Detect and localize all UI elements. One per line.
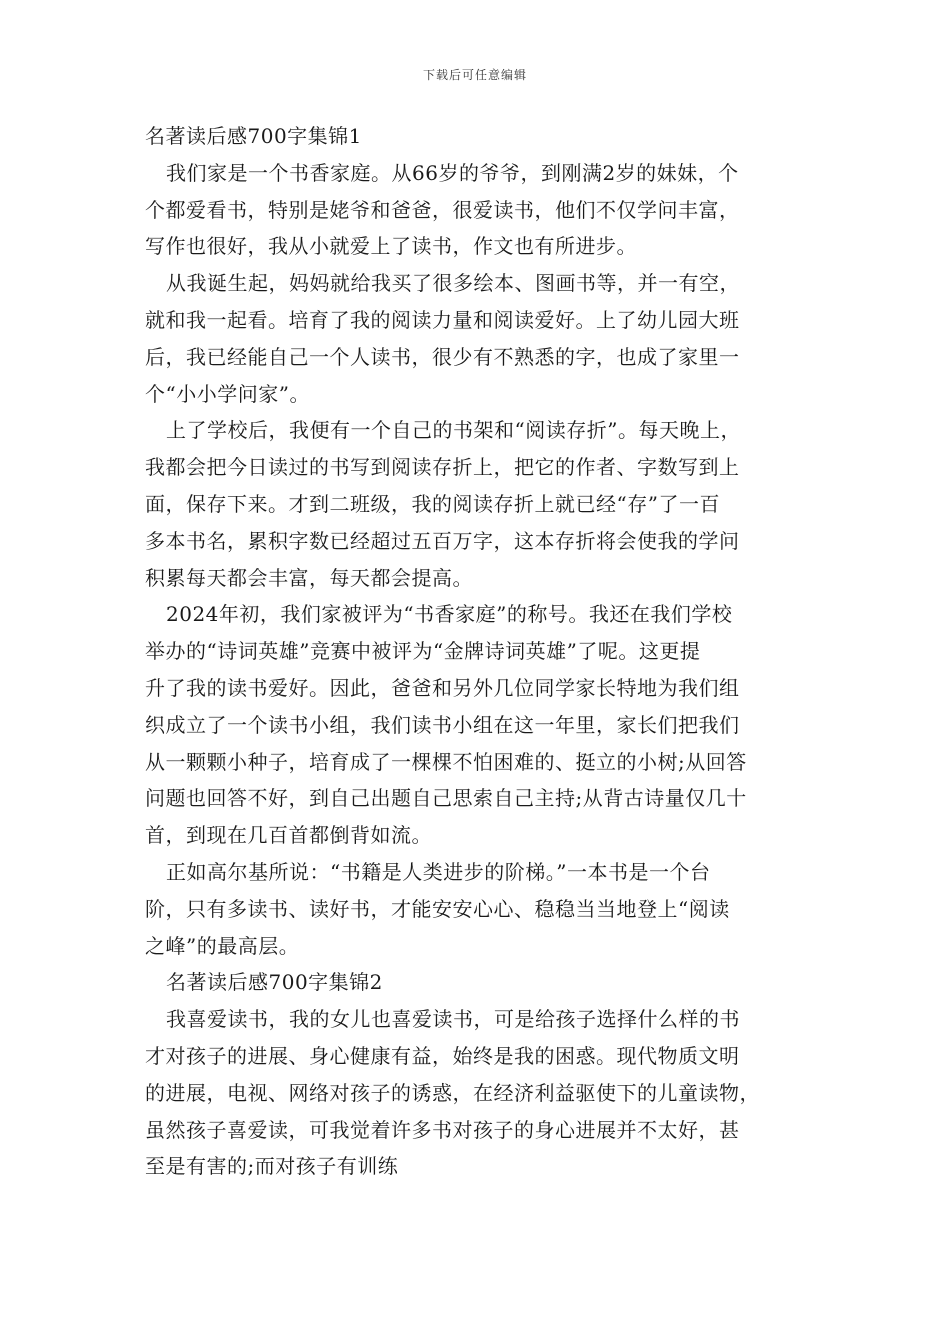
text-line: 从一颗颗小种子，培育成了一棵棵不怕困难的、挺立的小树;从回答 <box>145 749 747 774</box>
page-header-note: 下载后可任意编辑 <box>422 68 527 82</box>
text-line: 之峰”的最高层。 <box>145 933 300 958</box>
paragraph-3 <box>145 412 810 596</box>
text-line: 才对孩子的进展、身心健康有益，始终是我的困惑。现代物质文明 <box>145 1043 740 1068</box>
text-line: 多本书名，累积字数已经超过五百万字，这本存折将会使我的学问 <box>145 528 740 553</box>
text-line: 织成立了一个读书小组，我们读书小组在这一年里，家长们把我们 <box>145 712 740 737</box>
text-line: 问题也回答不好，到自己出题自己思索自己主持;从背古诗量仅几十 <box>145 786 747 811</box>
text-line: 阶，只有多读书、读好书，才能安安心心、稳稳当当地登上“阅读 <box>145 896 730 921</box>
paragraph-1 <box>145 155 810 265</box>
text-line: 虽然孩子喜爱读，可我觉着许多书对孩子的身心进展并不太好，甚 <box>145 1117 740 1142</box>
text-line: 上了学校后，我便有一个自己的书架和“阅读存折”。每天晚上， <box>166 418 741 443</box>
text-line: 个“小小学问家”。 <box>145 381 310 406</box>
text-line: 升了我的读书爱好。因此，爸爸和另外几位同学家长特地为我们组 <box>145 675 740 700</box>
text-line: 2024年初，我们家被评为“书香家庭”的称号。我还在我们学校 <box>166 602 733 627</box>
section-heading-1: 名著读后感700字集锦1 <box>145 124 362 148</box>
paragraph-6 <box>145 1001 810 1185</box>
text-line: 我们家是一个书香家庭。从66岁的爷爷，到刚满2岁的妹妹，个 <box>166 160 739 185</box>
text-line: 至是有害的;而对孩子有训练 <box>145 1154 399 1179</box>
section-heading-2: 名著读后感700字集锦2 <box>166 970 383 995</box>
text-line: 首，到现在几百首都倒背如流。 <box>145 823 432 848</box>
text-line: 我喜爱读书，我的女儿也喜爱读书，可是给孩子选择什么样的书 <box>166 1007 740 1032</box>
text-line: 正如高尔基所说：“书籍是人类进步的阶梯。”一本书是一个台 <box>166 859 711 884</box>
paragraph-4 <box>145 596 810 854</box>
text-line: 举办的“诗词英雄”竞赛中被评为“金牌诗词英雄”了呢。这更提 <box>145 639 701 664</box>
text-line: 个都爱看书，特别是姥爷和爸爸，很爱读书，他们不仅学问丰富， <box>145 197 740 222</box>
text-line: 从我诞生起，妈妈就给我买了很多绘本、图画书等，并一有空， <box>166 271 740 296</box>
text-line: 面，保存下来。才到二班级，我的阅读存折上就已经“存”了一百 <box>145 491 720 516</box>
paragraph-2 <box>145 265 810 412</box>
text-line: 后，我已经能自己一个人读书，很少有不熟悉的字，也成了家里一 <box>145 344 740 369</box>
text-line: 积累每天都会丰富，每天都会提高。 <box>145 565 473 590</box>
text-line: 的进展，电视、网络对孩子的诱惑，在经济利益驱使下的儿童读物， <box>145 1080 760 1105</box>
paragraph-5 <box>145 854 810 964</box>
text-line: 就和我一起看。培育了我的阅读力量和阅读爱好。上了幼儿园大班 <box>145 307 740 332</box>
text-line: 我都会把今日读过的书写到阅读存折上，把它的作者、字数写到上 <box>145 455 740 480</box>
text-line: 写作也很好，我从小就爱上了读书，作文也有所进步。 <box>145 234 637 259</box>
document-body <box>145 118 810 1185</box>
